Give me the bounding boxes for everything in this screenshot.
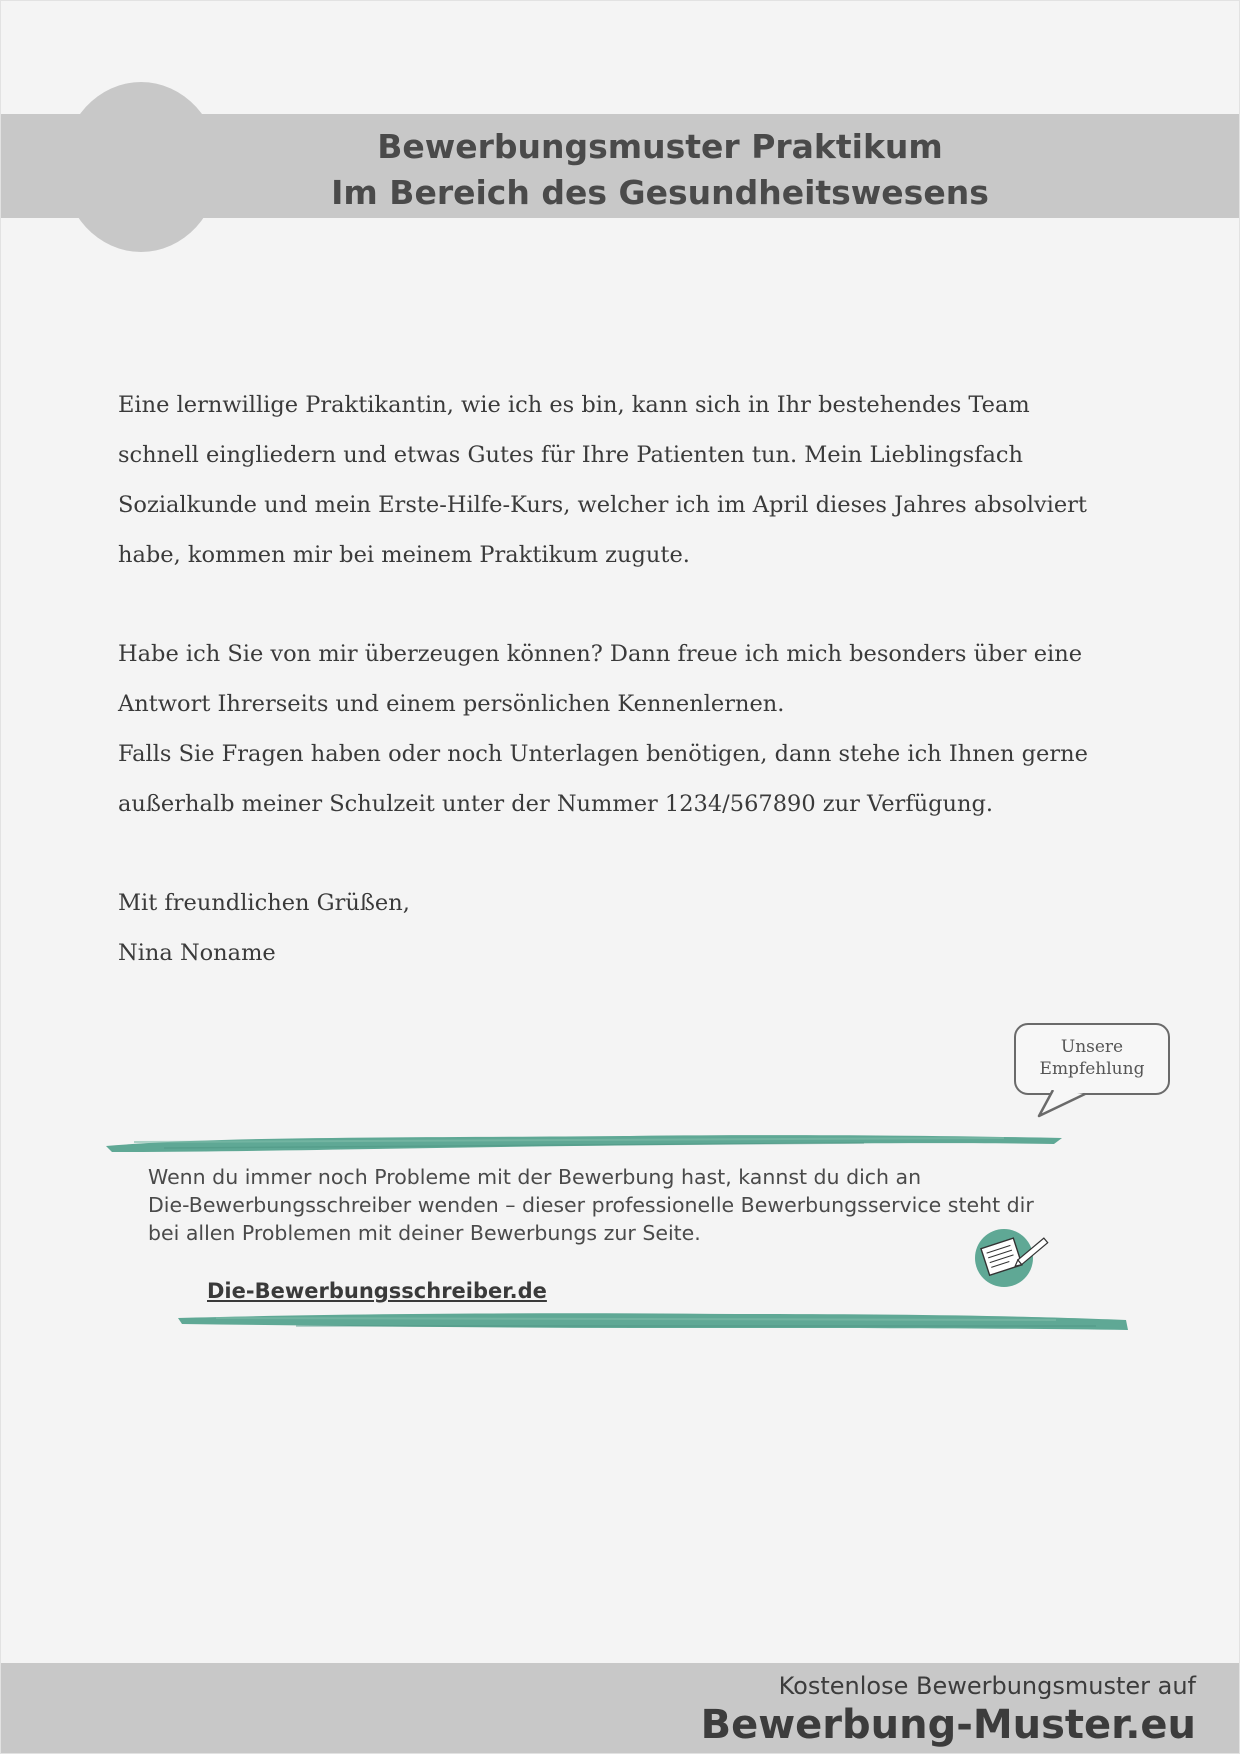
recommendation-line: Die-Bewerbungsschreiber wenden – dieser professionelle Bewerbungsservice steht dir [148,1193,1034,1217]
title-line-1: Bewerbungsmuster Praktikum [377,127,943,166]
recommendation-line: bei allen Problemen mit deiner Bewerbungs zur Seite. [148,1221,701,1245]
paragraph-spacer [118,829,1128,878]
letter-line: schnell eingliedern und etwas Gutes für Ihre Patienten tun. Mein Lieblingsfach [118,442,1023,468]
footer-tagline: Kostenlose Bewerbungsmuster auf [778,1672,1196,1700]
recommendation-bubble [1014,1023,1170,1095]
closing-line: Mit freundlichen Grüßen, [118,890,410,916]
bubble-tail [1035,1090,1105,1120]
paragraph-spacer [118,580,1128,629]
header-circle-decoration [63,82,219,252]
brush-stroke-top [104,1130,1064,1156]
letter-line: Habe ich Sie von mir überzeugen können? Dann freue ich mich besonders über eine [118,641,1083,667]
bubble-line-2: Empfehlung [1039,1059,1145,1079]
letter-line: Eine lernwillige Praktikantin, wie ich es bin, kann sich in Ihr bestehendes Team [118,392,1030,418]
recommendation-line: Wenn du immer noch Probleme mit der Bewerbung hast, kannst du dich an [148,1165,922,1189]
letter-body [118,380,1128,978]
brush-stroke-bottom [176,1308,1132,1336]
letter-line: außerhalb meiner Schulzeit unter der Nummer 1234/567890 zur Verfügung. [118,791,994,817]
recommendation-text [148,1163,1108,1247]
letter-line: habe, kommen mir bei meinem Praktikum zugute. [118,542,690,568]
title-line-2: Im Bereich des Gesundheitswesens [331,173,989,212]
bubble-line-1: Unsere [1060,1037,1124,1057]
bewerbungsschreiber-link[interactable]: Die-Bewerbungsschreiber.de [207,1279,547,1303]
writing-icon [972,1228,1058,1288]
letter-line: Antwort Ihrerseits und einem persönlichen Kennenlernen. [118,691,785,717]
footer-site-name[interactable]: Bewerbung-Muster.eu [700,1702,1196,1748]
signature-name: Nina Noname [118,940,276,966]
letter-line: Falls Sie Fragen haben oder noch Unterlagen benötigen, dann stehe ich Ihnen gerne [118,741,1088,767]
letter-line: Sozialkunde und mein Erste-Hilfe-Kurs, welcher ich im April dieses Jahres absolviert [118,492,1087,518]
page-title [200,124,1120,216]
